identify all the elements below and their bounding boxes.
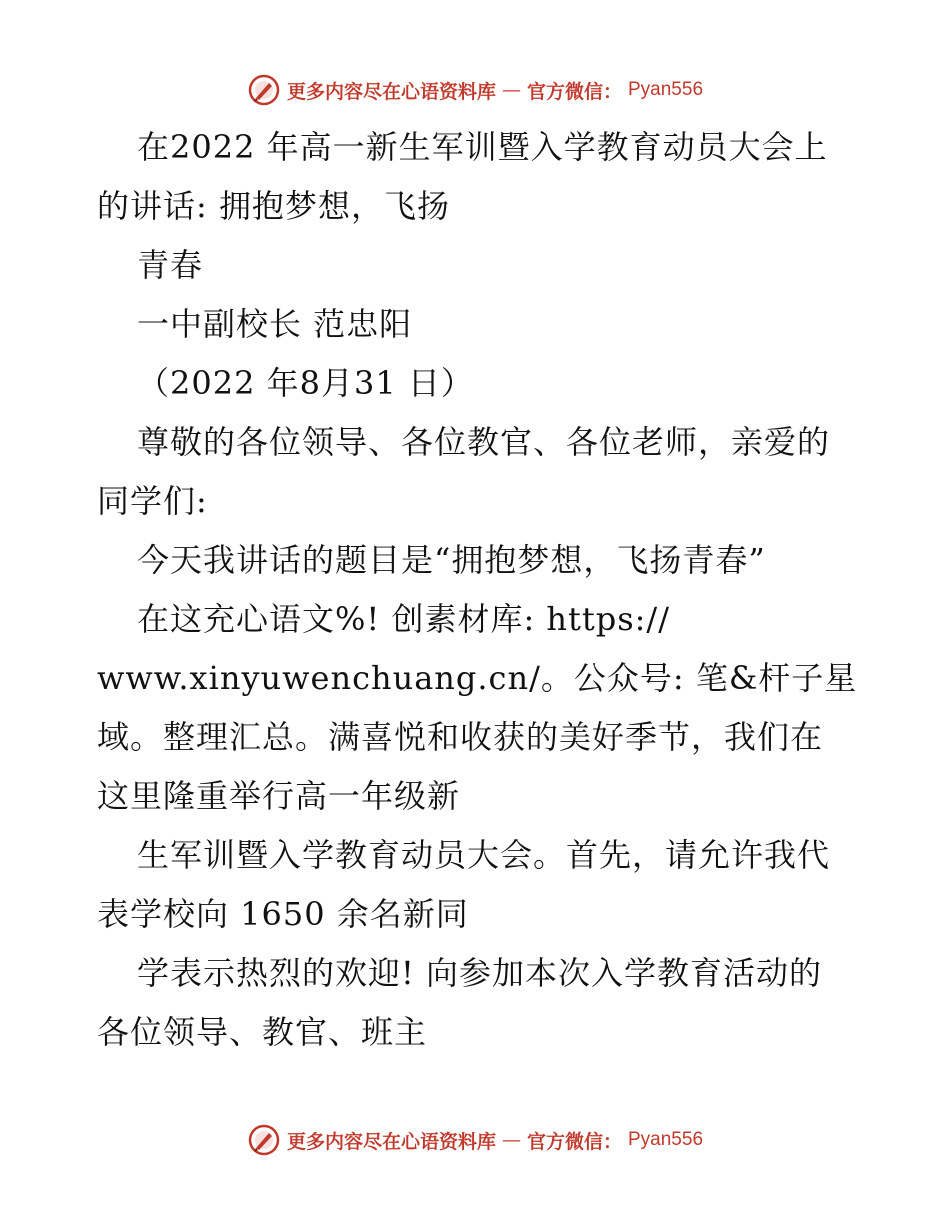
author-line: 一中副校长 范忠阳 xyxy=(137,305,413,343)
paragraph-line: 各位领导、教官、班主 xyxy=(97,1013,428,1051)
wechat-id: Pyan556 xyxy=(628,1129,704,1150)
paragraph-line: 今天我讲话的题目是“拥抱梦想，飞扬青春” xyxy=(137,541,766,579)
document-body xyxy=(97,118,857,1062)
paragraph-line: 这里隆重举行高一年级新 xyxy=(97,777,461,815)
title-line-2: 的讲话: 拥抱梦想，飞扬 xyxy=(97,187,450,225)
wechat-label: 官方微信： xyxy=(526,1130,622,1153)
title-line-1: 在2022 年高一新生军训暨入学教育动员大会上 xyxy=(137,128,828,166)
banner-text: 更多内容尽在心语资料库 xyxy=(286,80,496,103)
date-line: （2022 年8月31 日） xyxy=(137,364,474,402)
pen-logo-icon xyxy=(247,1123,281,1157)
paragraph-line: 域。整理汇总。满喜悦和收获的美好季节，我们在 xyxy=(97,718,824,756)
banner-text: 更多内容尽在心语资料库 xyxy=(286,1130,496,1153)
salutation-line-1: 尊敬的各位领导、各位教官、各位老师，亲爱的 xyxy=(137,423,831,461)
paragraph-line: 生军训暨入学教育动员大会。首先，请允许我代 xyxy=(137,836,831,874)
banner-dash: — xyxy=(501,1129,521,1151)
salutation-line-2: 同学们: xyxy=(97,482,208,520)
header-banner xyxy=(0,70,950,110)
title-line-3: 青春 xyxy=(137,246,204,284)
paragraph-line: 表学校向 1650 余名新同 xyxy=(97,895,469,933)
paragraph-line: 在这充心语文%! 创素材库: https:// xyxy=(137,600,670,638)
footer-banner xyxy=(0,1120,950,1160)
wechat-label: 官方微信： xyxy=(526,80,622,103)
wechat-id: Pyan556 xyxy=(628,79,704,100)
paragraph-line: www.xinyuwenchuang.cn/。公众号: 笔&杆子星 xyxy=(97,659,858,697)
banner-dash: — xyxy=(501,79,521,101)
pen-logo-icon xyxy=(247,73,281,107)
paragraph-line: 学表示热烈的欢迎! 向参加本次入学教育活动的 xyxy=(137,954,823,992)
